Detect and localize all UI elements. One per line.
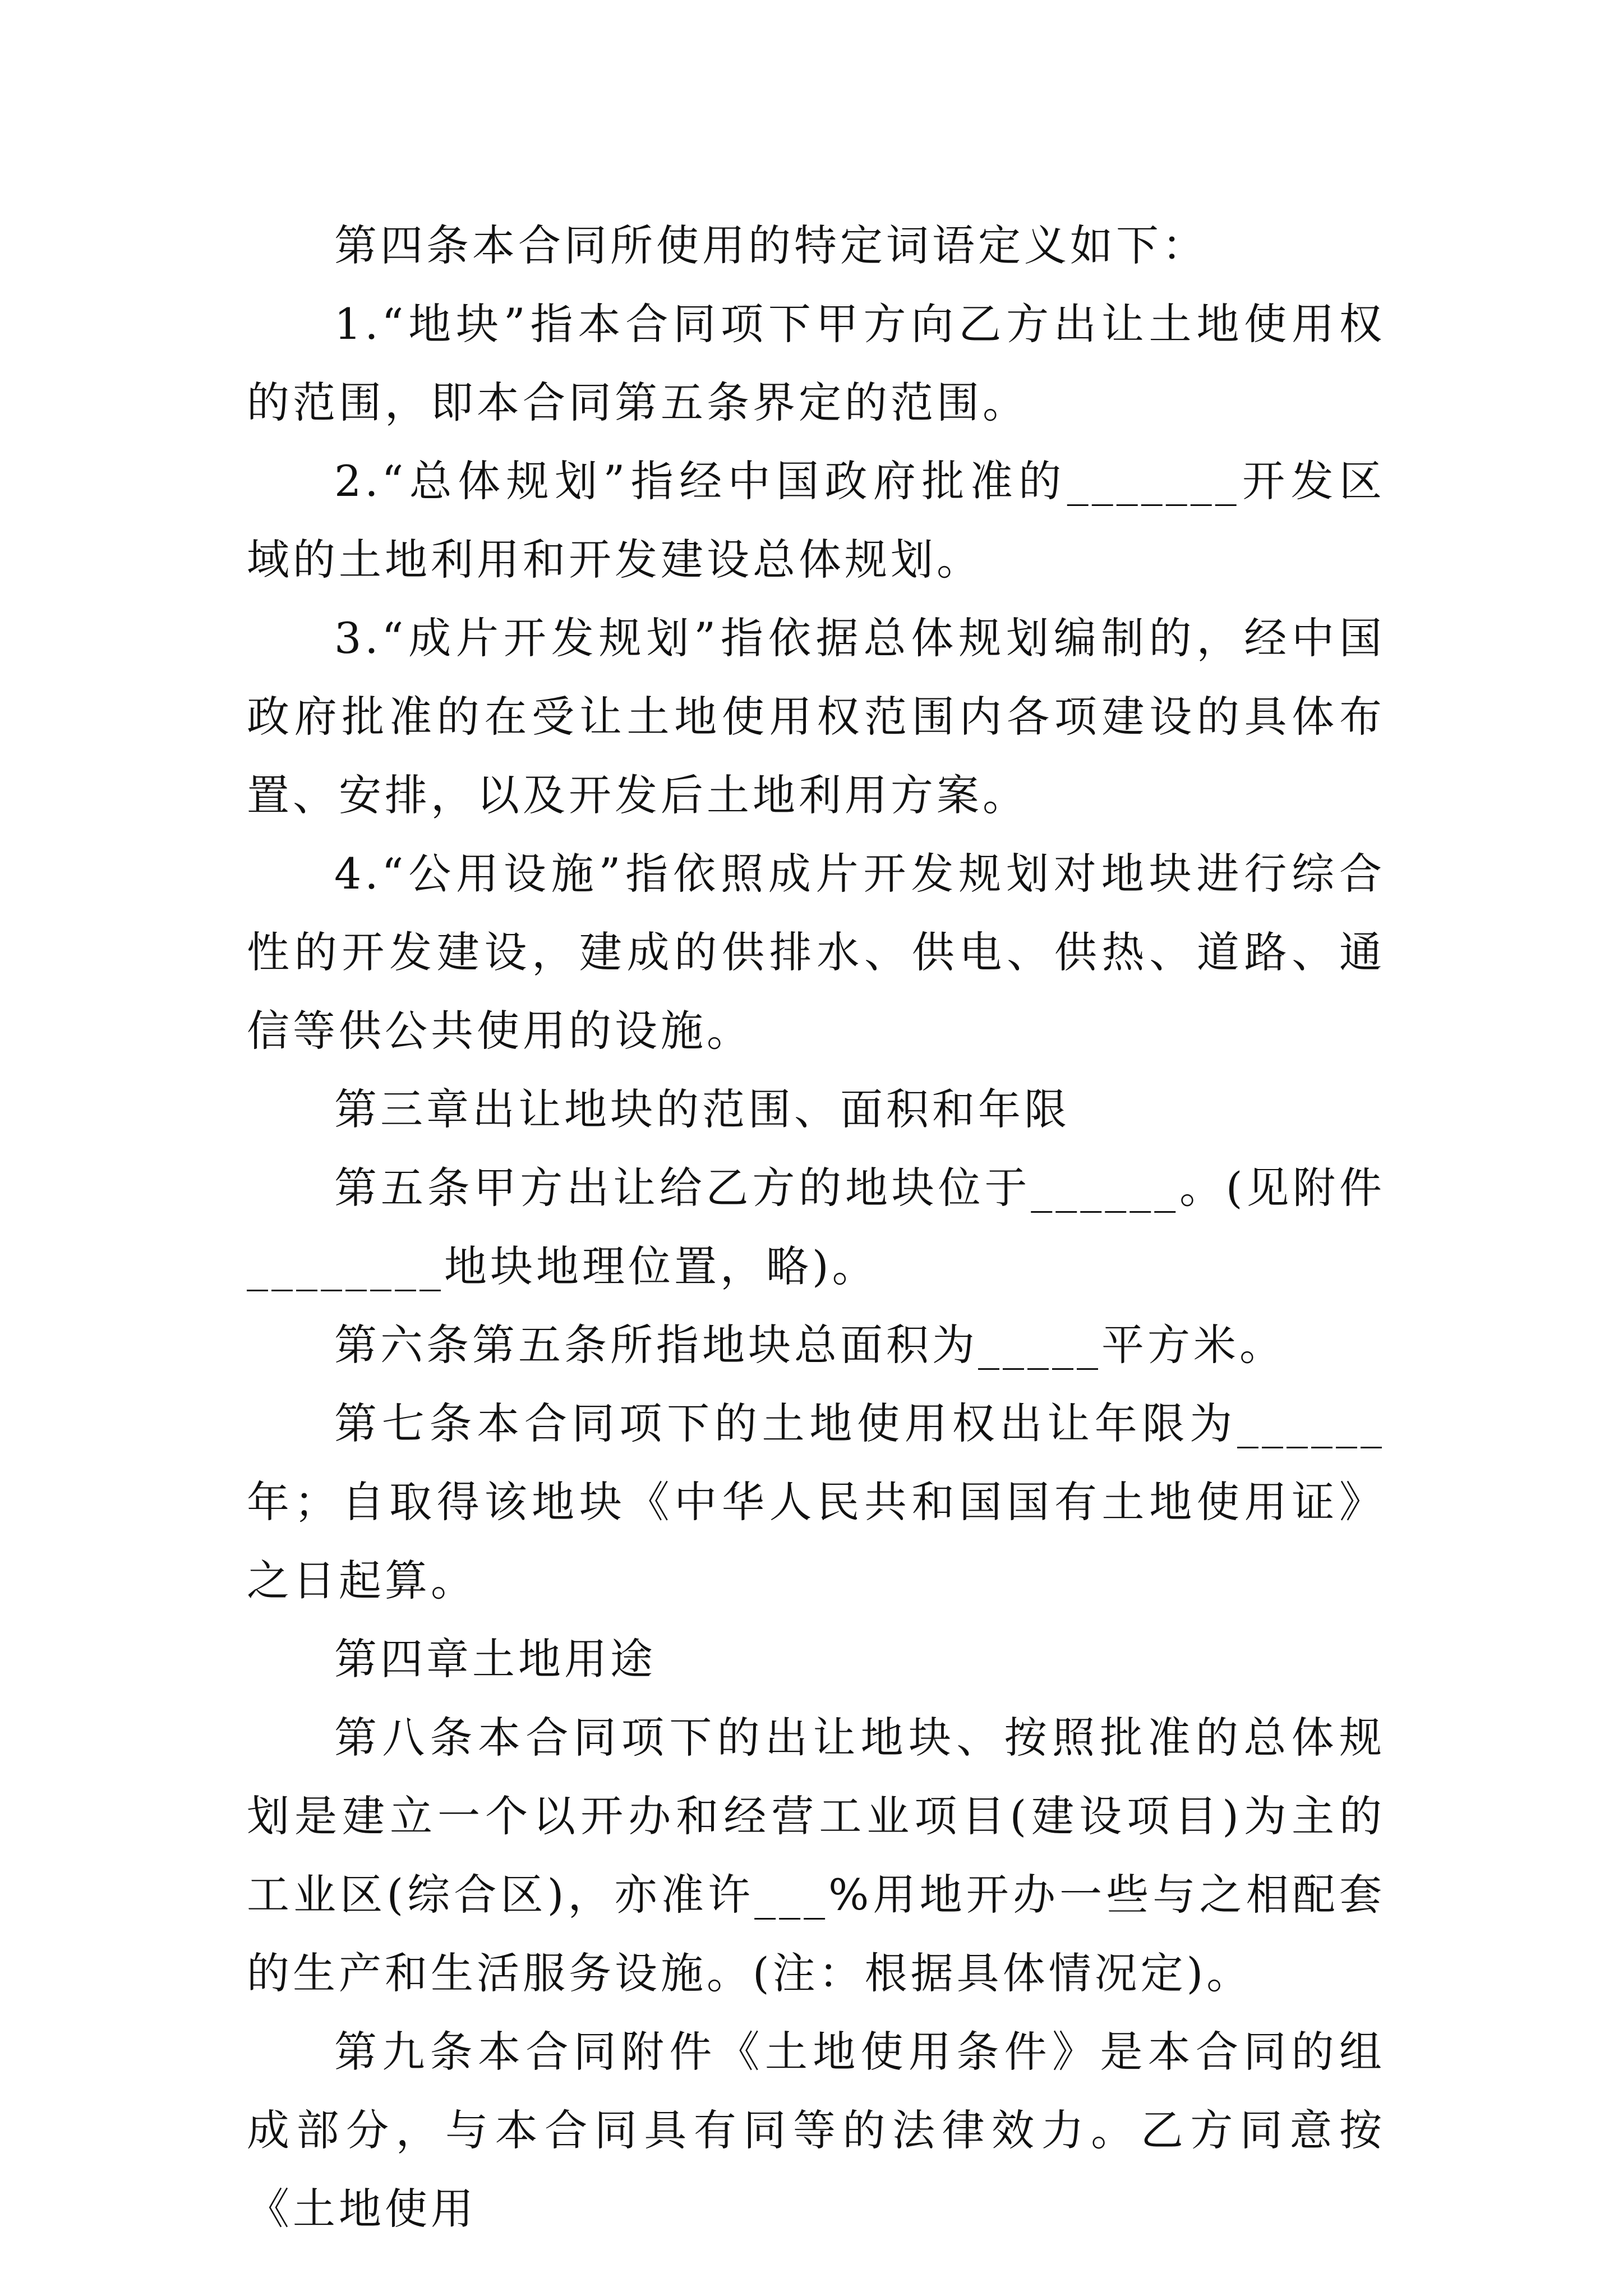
article-4-heading: 第四条本合同所使用的特定词语定义如下： bbox=[334, 220, 1208, 270]
definition-master-plan: 2.“总体规划”指经中国政府批准的_______开发区域的土地利用和开发建设总体规划。 bbox=[247, 456, 1385, 585]
article-7: 第七条本合同项下的土地使用权出让年限为______年；自取得该地块《中华人民共和国国有土地使用证》之日起算。 bbox=[247, 1398, 1385, 1605]
chapter-4-heading: 第四章土地用途 bbox=[334, 1634, 656, 1684]
definition-block-development-plan: 3.“成片开发规划”指依据总体规划编制的，经中国政府批准的在受让土地使用权范围内各项建设的具体布置、安排，以及开发后土地利用方案。 bbox=[247, 613, 1385, 820]
definition-plot: 1.“地块”指本合同项下甲方向乙方出让土地使用权的范围，即本合同第五条界定的范围。 bbox=[247, 299, 1385, 427]
chapter-3-heading: 第三章出让地块的范围、面积和年限 bbox=[334, 1084, 1070, 1134]
document-body bbox=[247, 206, 1385, 2248]
article-8: 第八条本合同项下的出让地块、按照批准的总体规划是建立一个以开办和经营工业项目(建设项目)为主的工业区(综合区)，亦准许___%用地开办一些与之相配套的生产和生活服务设施。(注：根据具体情况定)。 bbox=[247, 1713, 1385, 1998]
definition-public-facilities: 4.“公用设施”指依照成片开发规划对地块进行综合性的开发建设，建成的供排水、供电、供热、道路、通信等供公共使用的设施。 bbox=[247, 849, 1385, 1056]
article-5: 第五条甲方出让给乙方的地块位于______。(见附件________地块地理位置，略)。 bbox=[247, 1163, 1385, 1291]
article-6: 第六条第五条所指地块总面积为_____平方米。 bbox=[334, 1320, 1285, 1370]
article-9: 第九条本合同附件《土地使用条件》是本合同的组成部分，与本合同具有同等的法律效力。乙方同意按《土地使用 bbox=[247, 2027, 1385, 2234]
